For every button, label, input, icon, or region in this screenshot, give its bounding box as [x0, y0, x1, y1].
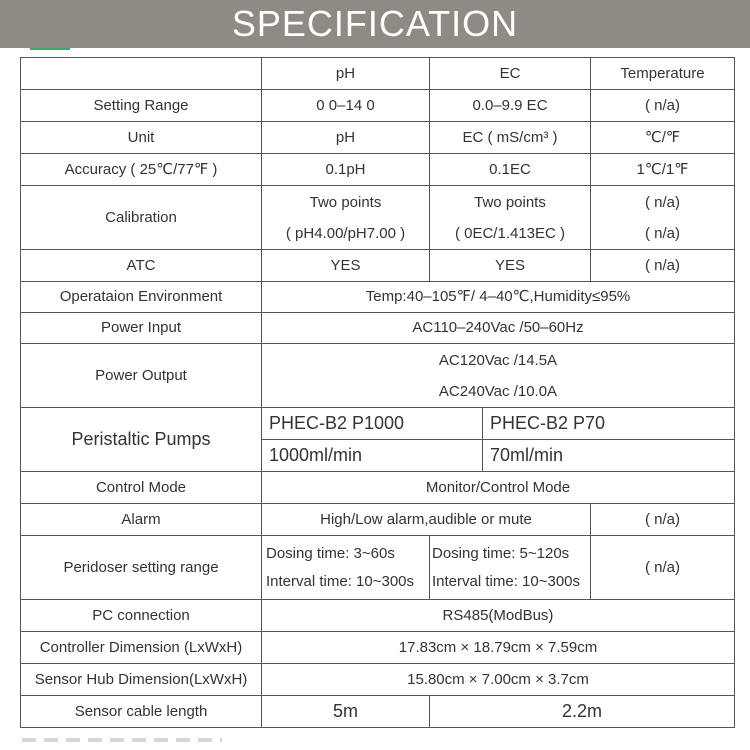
row-label: Control Mode	[21, 472, 262, 504]
row-label: Power Output	[21, 344, 262, 408]
temp-value: ( n/a)	[591, 250, 735, 282]
ec-value	[430, 536, 591, 600]
row-label: Alarm	[21, 504, 262, 536]
temp-value: ( n/a)	[591, 536, 735, 600]
temp-value	[591, 186, 735, 250]
ph-value: 0 0–14 0	[262, 90, 430, 122]
ph-interval-time: Interval time: 10~300s	[266, 572, 415, 590]
specification-table	[20, 57, 735, 728]
ph-value: YES	[262, 250, 430, 282]
pump-model-2: PHEC-B2 P70	[483, 408, 735, 440]
banner-title: SPECIFICATION	[231, 3, 519, 44]
temp-value: ( n/a)	[591, 504, 735, 536]
ec-value: 2.2m	[430, 696, 735, 728]
merged-value: Temp:40–105℉/ 4–40℃,Humidity≤95%	[262, 282, 735, 313]
table-row	[21, 154, 735, 186]
header-empty-cell	[21, 58, 262, 90]
table-row	[21, 282, 735, 313]
merged-value: AC110–240Vac /50–60Hz	[262, 313, 735, 344]
row-label: Setting Range	[21, 90, 262, 122]
table-row	[21, 90, 735, 122]
merged-value: 15.80cm × 7.00cm × 3.7cm	[262, 664, 735, 696]
ph-value	[262, 536, 430, 600]
table-row	[21, 664, 735, 696]
header-ec: EC	[430, 58, 591, 90]
row-label: ATC	[21, 250, 262, 282]
row-label: Operataion Environment	[21, 282, 262, 313]
row-label: Accuracy ( 25℃/77℉ )	[21, 154, 262, 186]
row-label: Peristaltic Pumps	[21, 408, 262, 472]
ec-interval-time: Interval time: 10~300s	[432, 572, 581, 590]
ph-dosing-time: Dosing time: 3~60s	[266, 544, 395, 562]
table-row	[21, 58, 735, 90]
merged-value: Monitor/Control Mode	[262, 472, 735, 504]
merged-value	[262, 344, 735, 408]
table-row	[21, 504, 735, 536]
temp-calibration-line1: ( n/a)	[644, 193, 680, 211]
ph-value: pH	[262, 122, 430, 154]
row-label: Calibration	[21, 186, 262, 250]
merged-value: High/Low alarm,audible or mute	[262, 504, 591, 536]
temp-value: ℃/℉	[591, 122, 735, 154]
ec-calibration-line2: ( 0EC/1.413EC )	[454, 224, 566, 242]
header-temperature: Temperature	[591, 58, 735, 90]
cropped-footer-text	[22, 738, 222, 742]
power-output-line1: AC120Vac /14.5A	[438, 351, 558, 369]
accent-line	[30, 48, 70, 50]
table-row	[21, 122, 735, 154]
temp-value: ( n/a)	[591, 90, 735, 122]
row-label: Peridoser setting range	[21, 536, 262, 600]
merged-value: 17.83cm × 18.79cm × 7.59cm	[262, 632, 735, 664]
ph-value	[262, 186, 430, 250]
ph-value: 5m	[262, 696, 430, 728]
ec-value: YES	[430, 250, 591, 282]
table-row	[21, 536, 735, 600]
row-label: Sensor cable length	[21, 696, 262, 728]
ec-value	[430, 186, 591, 250]
temp-value: 1℃/1℉	[591, 154, 735, 186]
ec-value: 0.1EC	[430, 154, 591, 186]
table-row	[21, 250, 735, 282]
pump-rate-1: 1000ml/min	[262, 440, 483, 472]
table-row	[21, 408, 735, 440]
power-output-line2: AC240Vac /10.0A	[438, 382, 558, 400]
temp-calibration-line2: ( n/a)	[644, 224, 680, 242]
ph-calibration-line2: ( pH4.00/pH7.00 )	[285, 224, 406, 242]
table-row	[21, 472, 735, 504]
table-row	[21, 632, 735, 664]
pump-rate-2: 70ml/min	[483, 440, 735, 472]
row-label: Unit	[21, 122, 262, 154]
table-row	[21, 186, 735, 250]
ph-value: 0.1pH	[262, 154, 430, 186]
row-label: Sensor Hub Dimension(LxWxH)	[21, 664, 262, 696]
row-label: Controller Dimension (LxWxH)	[21, 632, 262, 664]
ec-value: EC ( mS/cm³ )	[430, 122, 591, 154]
ec-dosing-time: Dosing time: 5~120s	[432, 544, 570, 562]
table-row	[21, 344, 735, 408]
row-label: PC connection	[21, 600, 262, 632]
ph-calibration-line1: Two points	[309, 193, 382, 211]
merged-value: RS485(ModBus)	[262, 600, 735, 632]
ec-calibration-line1: Two points	[474, 193, 546, 211]
pump-model-1: PHEC-B2 P1000	[262, 408, 483, 440]
table-row	[21, 696, 735, 728]
spec-banner	[0, 0, 750, 48]
row-label: Power Input	[21, 313, 262, 344]
table-row	[21, 313, 735, 344]
ec-value: 0.0–9.9 EC	[430, 90, 591, 122]
header-ph: pH	[262, 58, 430, 90]
table-row	[21, 600, 735, 632]
